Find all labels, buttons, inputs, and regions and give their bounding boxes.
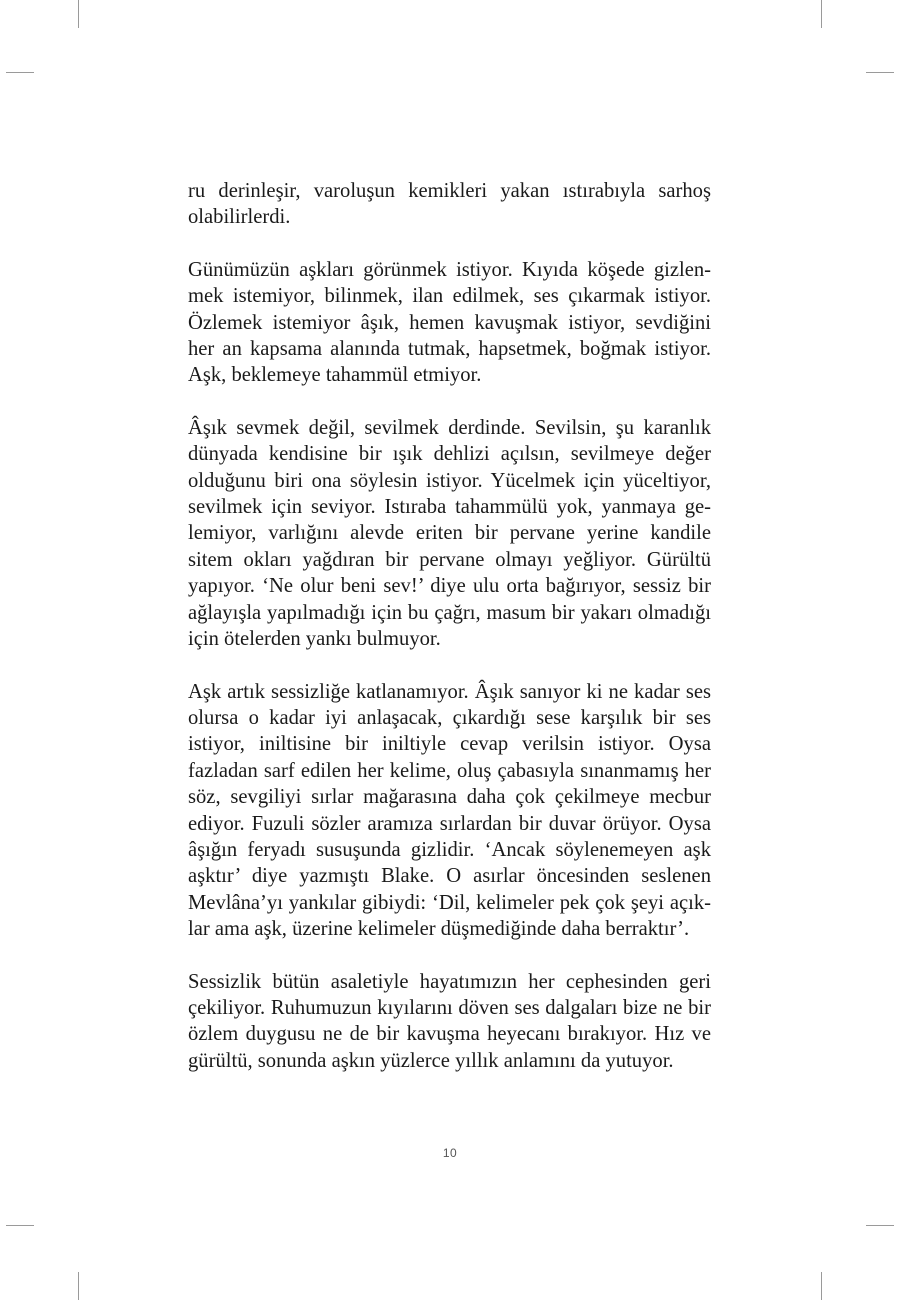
crop-mark-top-right-vertical [821,0,822,28]
page-number: 10 [442,1146,458,1160]
crop-mark-top-left-vertical [78,0,79,28]
crop-mark-bottom-right-vertical [821,1272,822,1300]
crop-mark-top-right-horizontal [866,72,894,73]
paragraph: Günümüzün aşkları görünmek istiyor. Kıyıda köşede gizlenmek istemiyor, bilinmek, ilan edilmek, ses çıkarmak istiyor. Özlemek istemiyor âşık, hemen kavuşmak istiyor, sevdiğini her an kapsama alanında tutmak, hapsetmek, boğmak istiyor. Aşk, beklemeye tahammül etmiyor. [188,258,711,387]
paragraph: Sessizlik bütün asaletiyle hayatımızın her cephesinden geri çekiliyor. Ruhumuzun kıyılarını döven ses dalgaları bize ne bir özlem duygusu ne de bir kavuşma heyecanı bırakıyor. Hız ve gürültü, sonunda aşkın yüzlerce yıllık anlamını da yutuyor. [188,970,711,1072]
crop-mark-top-left-horizontal [6,72,34,73]
paragraph: ru derinleşir, varoluşun kemikleri yakan ıstırabıyla sarhoş olabilirlerdi. [188,180,711,229]
crop-mark-bottom-left-vertical [78,1272,79,1300]
crop-mark-bottom-left-horizontal [6,1225,34,1226]
crop-mark-bottom-right-horizontal [866,1225,894,1226]
paragraph: Aşk artık sessizliğe katlanamıyor. Âşık sanıyor ki ne kadar ses olursa o kadar iyi anlaşacak, çıkardığı sese karşılık bir ses istiyor, iniltisine bir iniltiyle cevap verilsin istiyor. Oysa fazladan sarf edilen her kelime, oluş çabasıyla sınanmamış her söz, sevgiliyi sırlar mağarasına daha çok çekilmeye mecbur ediyor. Fuzuli sözler aramıza sırlardan bir duvar örüyor. Oysa âşığın feryadı susuşunda gizlidir. ‘Ancak söylenemeyen aşk aşktır’ diye yazmıştı Blake. O asırlar öncesinden seslenen Mevlâna’yı yankılar gibiydi: ‘Dil, kelimeler pek çok şeyi açıklar ama aşk, üzerine kelimeler düşmediğinde daha berraktır’. [188,680,711,941]
page-body [188,178,711,1100]
paragraph: Âşık sevmek değil, sevilmek derdinde. Sevilsin, şu karanlık dünyada kendisine bir ışık dehlizi açılsın, sevilmeye değer olduğunu biri ona söylesin istiyor. Yücelmek için yüceltiyor, sevilmek için seviyor. Istıraba tahammülü yok, yanmaya gelemiyor, varlığını alevde eriten bir pervane yerine kandile sitem okları yağdıran bir pervane olmayı yeğliyor. Gürültü yapıyor. ‘Ne olur beni sev!’ diye ulu orta bağırıyor, sessiz bir ağlayışla yapılmadığı için bu çağrı, masum bir yakarı olmadığı için ötelerden yankı bulmuyor. [188,416,711,651]
